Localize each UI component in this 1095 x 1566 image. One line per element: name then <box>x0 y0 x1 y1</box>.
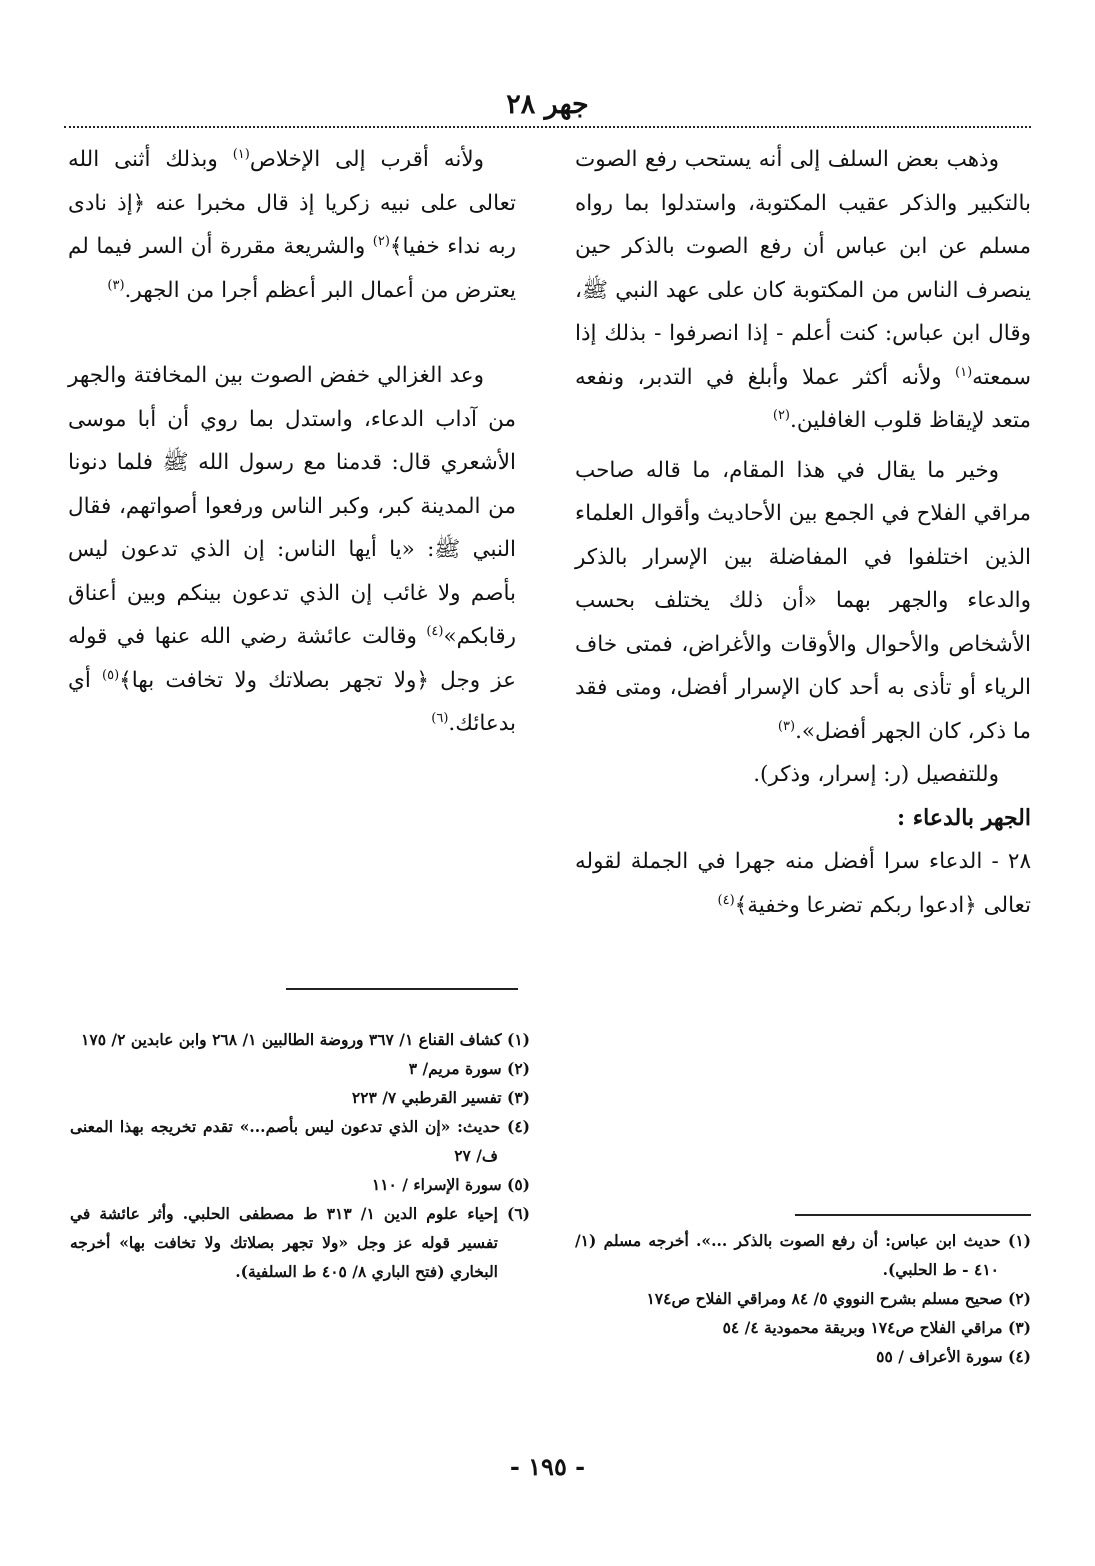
footnote-item: (٦) إحياء علوم الدين ١/ ٣١٣ ط مصطفى الحلبي. وأثر عائشة في تفسير قوله عز وجل «ولا تجهر بصلاتك ولا تخافت بها» أخرجه البخاري (فتح الباري ٨/ ٤٠٥ ط السلفية). <box>70 1204 531 1281</box>
footnote-divider-right <box>795 1214 1031 1216</box>
footnote-ref: (٤) <box>717 892 735 908</box>
footnote-item: (٣) مراقي الفلاح ص١٧٤ وبريقة محمودية ٤/ ٥٤ <box>722 1318 1031 1337</box>
footnotes-left <box>70 1025 530 1286</box>
footnote-item: (٥) سورة الإسراء / ١١٠ <box>371 1175 530 1194</box>
page-number: - ١٩٥ - <box>509 1452 586 1481</box>
footnote-ref: (٣) <box>107 277 125 293</box>
left-column <box>68 138 516 746</box>
paragraph-maraqi-falah: وخير ما يقال في هذا المقام، ما قاله صاحب مراقي الفلاح في الجمع بين الأحاديث وأقوال العلماء الذين اختلفوا في المفاضلة بين الإسرار بالذكر والدعاء والجهر بهما «أن ذلك يختلف بحسب الأشخاص والأحوال والأوقات والأغراض، فمتى خاف الرياء أو تأذى به أحد كان الإسرار أفضل، ومتى فقد ما ذكر، كان الجهر أفضل».$^{(٣)}$ <box>575 457 1031 744</box>
paragraph-cross-reference: وللتفصيل (ر: إسرار، وذكر). <box>753 762 999 787</box>
footnote-ref: (٥) <box>102 667 120 683</box>
footnotes-right <box>575 1192 1031 1371</box>
footnote-divider-left <box>286 988 518 990</box>
footnote-item: (١) حديث ابن عباس: أن رفع الصوت بالذكر ...». أخرجه مسلم (١/ ٤١٠ - ط الحلبي). <box>575 1231 1031 1279</box>
right-column <box>575 138 1031 927</box>
footnote-item: (٤) حديث: «إن الذي تدعون ليس بأصم...» تقدم تخريجه بهذا المعنى ف/ ٢٧ <box>70 1117 530 1165</box>
page-header: جهر ٢٨ <box>506 89 589 120</box>
footnote-ref: (٢) <box>372 233 390 249</box>
paragraph-silent-dhikr-opinion: وذهب بعض السلف إلى أنه يستحب رفع الصوت بالتكبير والذكر عقيب المكتوبة، واستدلوا بما رواه مسلم عن ابن عباس أن رفع الصوت بالذكر حين ينصرف الناس من المكتوبة كان على عهد النبي ﷺ، وقال ابن عباس: كنت أعلم - إذا انصرفوا - بذلك إذا سمعته$^{(١)}$ ولأنه أكثر عملا وأبلغ في التدبر، ونفعه متعد لإيقاظ قلوب الغافلين.$^{(٢)}$ <box>575 147 1031 433</box>
footnote-item: (٢) سورة مريم/ ٣ <box>408 1059 530 1078</box>
footnote-item: (٣) تفسير القرطبي ٧/ ٢٢٣ <box>351 1088 530 1107</box>
footnote-ref: (١) <box>232 146 250 162</box>
footnote-item: (١) كشاف القناع ١/ ٣٦٧ وروضة الطالبين ١/ ٢٦٨ وابن عابدين ٢/ ١٧٥ <box>81 1030 530 1049</box>
footnote-item: (٤) سورة الأعراف / ٥٥ <box>876 1347 1031 1366</box>
footnote-ref: (٣) <box>777 718 796 734</box>
header-divider <box>64 126 1031 128</box>
footnote-ref: (٤) <box>426 623 444 639</box>
paragraph-sincerity: ولأنه أقرب إلى الإخلاص$^{(١)}$ وبذلك أثنى الله تعالى على نبيه زكريا إذ قال مخبرا عنه ﴿إذ نادى ربه نداء خفيا﴾$^{(٢)}$ والشريعة مقررة أن السر فيما لم يعترض من أعمال البر أعظم أجرا من الجهر.$^{(٣)}$ <box>68 146 517 303</box>
footnote-ref: (١) <box>955 364 973 380</box>
paragraph-section-28: ٢٨ - الدعاء سرا أفضل منه جهرا في الجملة لقوله تعالى ﴿ادعوا ربكم تضرعا وخفية﴾$^{(٤)}$ <box>575 849 1031 918</box>
footnote-item: (٢) صحيح مسلم بشرح النووي ٥/ ٨٤ ومراقي الفلاح ص١٧٤ <box>646 1289 1031 1308</box>
paragraph-ghazali: وعد الغزالي خفض الصوت بين المخافتة والجهر من آداب الدعاء، واستدل بما روي أن أبا موسى الأشعري قال: قدمنا مع رسول الله ﷺ فلما دنونا من المدينة كبر، وكبر الناس ورفعوا أصواتهم، فقال النبي ﷺ: «يا أيها الناس: إن الذي تدعون ليس بأصم ولا غائب إن الذي تدعون بينكم وبين أعناق رقابكم»$^{(٤)}$ وقالت عائشة رضي الله عنها في قوله عز وجل ﴿ولا تجهر بصلاتك ولا تخافت بها﴾$^{(٥)}$ أي بدعائك.$^{(٦)}$ <box>68 363 516 736</box>
footnote-ref: (٦) <box>431 710 449 726</box>
section-heading: الجهر بالدعاء : <box>897 804 1031 831</box>
footnote-ref: (٢) <box>772 407 790 423</box>
